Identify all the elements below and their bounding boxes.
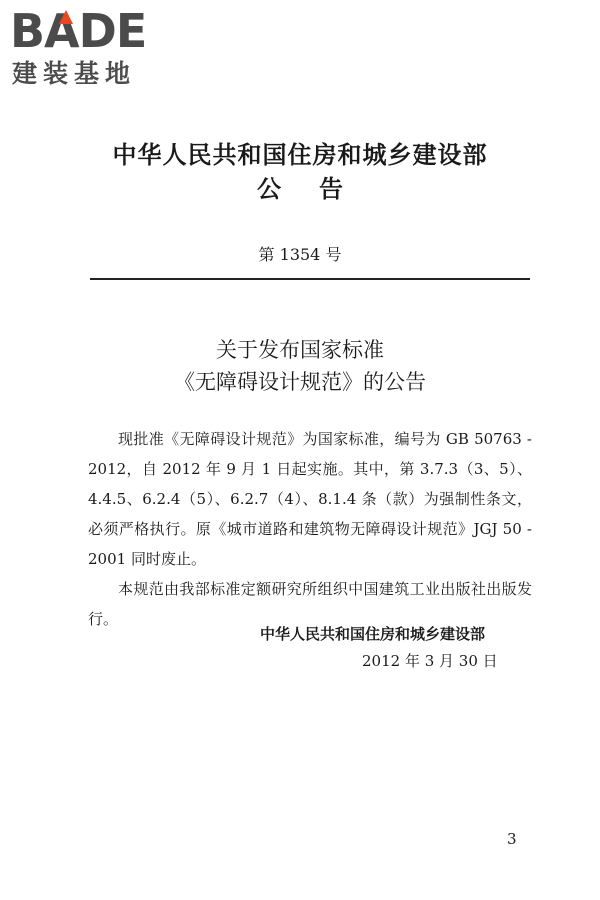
announcement-body — [88, 424, 532, 634]
issuing-organization: 中华人民共和国住房和城乡建设部 — [112, 141, 488, 169]
announcement-title-line1: 关于发布国家标准 — [216, 338, 384, 362]
logo-wordmark: BADE — [10, 4, 147, 58]
page-number: 3 — [507, 830, 517, 848]
signature-organization: 中华人民共和国住房和城乡建设部 — [260, 625, 486, 643]
logo-subtitle: 建装基地 — [12, 59, 137, 88]
body-paragraph-1: 现批准《无障碍设计规范》为国家标准，编号为 GB 50763 - 2012，自 2012 年 9 月 1 日起实施。其中，第 3.7.3（3、5）、4.4.5、6.2.4（5）、6.2.7（4）、8.1.4 条（款）为强制性条文，必须严格执行。原《城市道路和建筑物无障碍设计规范》JGJ 50 - 2001 同时废止。 — [88, 430, 532, 568]
bade-logo — [10, 6, 180, 88]
header-divider — [90, 278, 530, 280]
announcement-title-line2: 《无障碍设计规范》的公告 — [174, 370, 426, 394]
body-paragraph-2: 本规范由我部标准定额研究所组织中国建筑工业出版社出版发行。 — [88, 580, 532, 628]
logo-accent-triangle — [59, 10, 73, 24]
signature-date: 2012 年 3 月 30 日 — [362, 652, 498, 670]
document-type: 公告 — [257, 175, 381, 203]
document-number: 第 1354 号 — [258, 245, 342, 264]
